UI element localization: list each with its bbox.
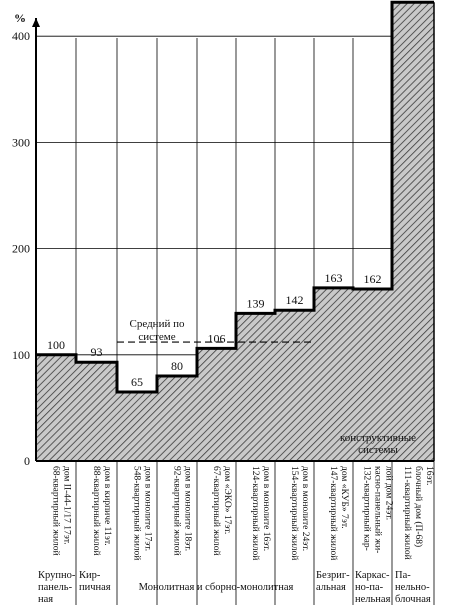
- value-label: 162: [363, 271, 382, 286]
- value-label: 80: [171, 359, 183, 374]
- group-label: альная: [316, 582, 346, 593]
- category-label: 16эт.: [424, 466, 434, 486]
- average-label: системе: [138, 331, 176, 343]
- y-unit-label: %: [14, 11, 26, 25]
- group-label: Кир-: [79, 570, 101, 581]
- bars-area: [36, 2, 434, 461]
- y-axis-arrow: [32, 18, 40, 27]
- y-tick-label: 100: [12, 347, 30, 362]
- bar: [392, 2, 434, 461]
- y-tick-label: 300: [12, 135, 30, 150]
- category-label: 124-квартирный жилой: [250, 466, 260, 561]
- category-label: 548-квартирный жилой: [131, 466, 142, 561]
- y-tick-label: 400: [12, 29, 30, 44]
- category-label: 67-квартирный жилой: [211, 466, 221, 556]
- average-label: Средний по: [129, 318, 185, 330]
- group-label: Монолитная и сборно-монолитная: [138, 582, 294, 593]
- bar: [157, 376, 197, 461]
- bar: [117, 392, 157, 461]
- y-tick-label: 0: [24, 454, 30, 468]
- bar: [36, 355, 76, 461]
- group-label: Каркас-: [355, 570, 390, 581]
- category-label: дом II-44-1/17 17эт.: [61, 466, 72, 545]
- y-tick-label: 200: [12, 241, 30, 256]
- bar: [76, 362, 117, 461]
- group-label: Крупно-: [38, 570, 76, 581]
- axis-note: конструктивные: [339, 432, 417, 444]
- category-label: 132-квартирный кар-: [361, 466, 372, 551]
- value-label: 163: [324, 270, 343, 285]
- category-label: 111-квартирный жилой: [402, 466, 412, 560]
- category-label: дом «КУБ» 7эт.: [339, 466, 349, 529]
- value-label: 65: [131, 374, 143, 389]
- category-label: дом в монолите 24эт.: [300, 466, 310, 552]
- category-label: дом в монолите 18эт.: [182, 466, 193, 552]
- category-label: касно-панельный жи-: [372, 466, 383, 554]
- group-label: Безриг-: [316, 570, 350, 581]
- category-label: дом «ЭКО» 17эт.: [222, 466, 232, 535]
- category-label: 68-квартирный жилой: [50, 466, 61, 556]
- bar: [197, 348, 236, 461]
- group-label: панель-: [38, 582, 73, 593]
- category-label: дом в монолите 17эт.: [142, 466, 153, 552]
- value-label: 106: [207, 331, 226, 346]
- axis-note: системы: [358, 444, 398, 456]
- group-label: ная: [38, 594, 54, 605]
- group-label: но-па-: [355, 582, 384, 593]
- group-label: блочная: [395, 594, 431, 605]
- group-label: Па-: [395, 570, 411, 581]
- category-label: 154-квартирный жилой: [289, 466, 299, 561]
- bar: [236, 313, 275, 461]
- category-label: 88-квартирный жилой: [91, 466, 101, 556]
- value-label: 139: [246, 296, 265, 311]
- bar: [275, 310, 314, 461]
- category-label: дом в кирпиче 11эт.: [102, 466, 112, 546]
- group-label: нельная: [355, 594, 391, 605]
- category-label: 92-квартирный жилой: [171, 466, 182, 556]
- category-label: дом в монолите 16эт.: [261, 466, 271, 552]
- group-label: нельно-: [395, 582, 430, 593]
- value-label: 142: [285, 293, 304, 308]
- value-label: 100: [47, 337, 65, 352]
- category-label: 147-квартирный жилой: [328, 466, 338, 561]
- value-label: 93: [90, 345, 103, 360]
- group-label: пичная: [79, 582, 111, 593]
- category-label: блочный дом (П-68): [413, 466, 423, 548]
- category-label: лой дом 24эт.: [383, 466, 394, 521]
